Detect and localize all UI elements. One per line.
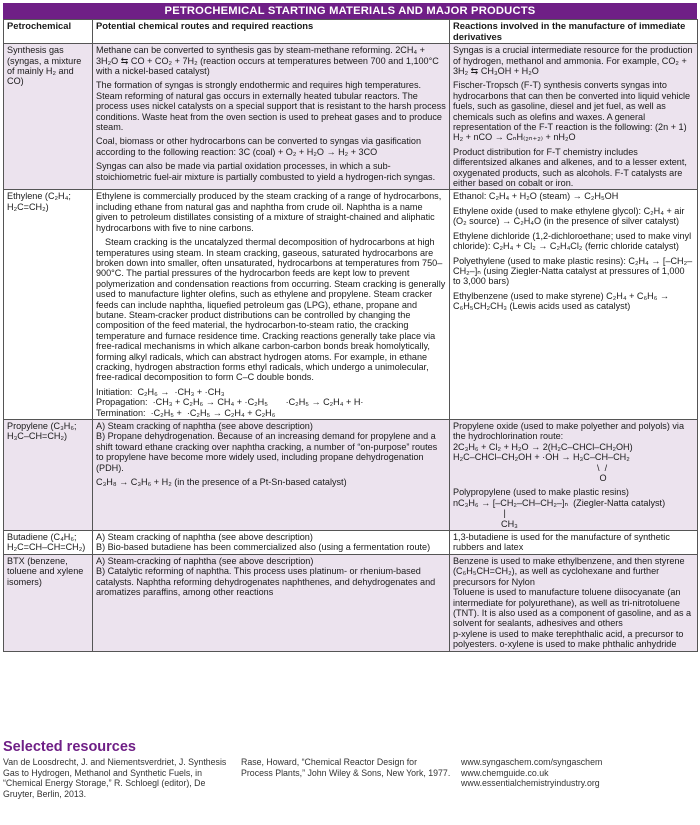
paragraph: p-xylene is used to make terephthalic acid, a precursor to polyesters. o-xylene is used to make phthalic anhydride — [453, 628, 684, 650]
header-petrochemical: Petrochemical — [4, 20, 93, 44]
paragraph: Polyethylene (used to make plastic resins): C₂H₄ → [–CH₂–CH₂–]ₙ (using Ziegler-Natta catalyst at pressures of 1,000 to 3,000 bars) — [453, 255, 693, 287]
paragraph: Syngas is a crucial intermediate resource for the production of hydrogen, methanol and ammonia. For example, CO₂ + 3H₂ ⇆ CH₃OH + H₂O — [453, 45, 693, 76]
paragraph: Methane can be converted to synthesis gas by steam-methane reforming. 2CH₄ + 3H₂O ⇆ CO + CO₂ + 7H₂ (reaction occurs at temperatures between 700 and 1,100°C with a nickel-based catalyst) — [96, 45, 439, 76]
resource-link[interactable]: www.essentialchemistryindustry.org — [461, 778, 600, 789]
table-row — [4, 554, 698, 651]
paragraph: Fischer-Tropsch (F-T) synthesis converts syngas into hydrocarbons that can then be converted into liquid vehicle fuels, such as gasoline, diesel and jet fuel, as well as chemicals such as olefins and waxes. A general representation of the F-T reaction is the following: (2n + 1) H₂ + nCO → CₙH₍₂ₙ₊₂₎ + nH₂O — [453, 80, 691, 143]
table-row — [4, 190, 698, 420]
paragraph: B) Catalytic reforming of naphtha. This process uses platinum- or rhenium-based catalysts. Naphtha reforming dehydrogenates naphthenes, and dehydrogenates and aromatizes paraffins, among other reactions — [96, 566, 436, 598]
reaction-equations: Polypropylene (used to make plastic resins) nC₃H₆ → [–CH₂–CH–CH₂–]ₙ (Ziegler-Natta catalyst) | CH₃ — [453, 487, 666, 529]
header-derivatives: Reactions involved in the manufacture of immediate derivatives — [450, 20, 698, 44]
paragraph: A) Steam-cracking of naphtha (see above description) — [96, 555, 314, 566]
derivatives-cell — [450, 190, 698, 420]
paragraph: Steam cracking is the uncatalyzed thermal decomposition of hydrocarbons at high temperatures using steam. In steam cracking, gaseous, saturated hydrocarbons are broken down into smaller, often unsaturated, hydrocarbons at temperatures from 750–900°C. The partial pressures of the hydrocarbon feeds are kept low to prevent polymerization and condensation reactions from occurring. Steam cracking is generally used to manufacture lighter olefins, such as ethylene and propylene. Steam cracker feeds can include naphtha, liquefied petroleum gas (LPG), ethane, propane and butane. Steam-cracker product distributions can be controlled by changing the composition of the feed material, the hydrocarbon-to-steam ratio, the cracking temperature and furnace residence time. Cracking reactions generally take place via free-radical mechanisms in which alkane carbon-carbon bonds break homolytically, forming alkyl radicals, which can abstract hydrogen atoms. For example, in ethane cracking, hydrogen abstraction forms ethyl radicals, which undergo a unimolecular, free-radical decomposition to form C–C double bonds. — [96, 237, 446, 383]
routes-cell — [93, 531, 450, 555]
derivatives-cell — [450, 420, 698, 531]
table-row — [4, 531, 698, 555]
paragraph: Propylene oxide (used to make polyether and polyols) via the hydrochlorination route: — [453, 421, 685, 442]
paragraph: B) Propane dehydrogenation. Because of an increasing demand for propylene and a shift toward ethane cracking over naphtha cracking, a number of “on-purpose” routes to propylene have become more widely used, including propane dehydrogenation (PDH). — [96, 431, 438, 473]
derivatives-cell — [450, 554, 698, 651]
paragraph: Ethylene is commercially produced by the steam cracking of a range of hydrocarbons, including ethane from natural gas and naphtha from crude oil. Naphtha is a name given to petroleum distillates consisting of a mixture of straight-chained and aliphatic hydrocarbons with five to nine carbons. — [96, 191, 442, 233]
reference-1: Van de Loosdrecht, J. and Niementsverdriet, J. Synthesis Gas to Hydrogen, Methanol and Synthetic Fuels, in “Chemical Energy Storage,” R. Schloegl (editor), De Gruyter, Berlin, 2013. — [3, 757, 227, 799]
resource-link[interactable]: www.chemguide.co.uk — [461, 767, 549, 778]
selected-resources — [3, 739, 697, 823]
paragraph: A) Steam cracking of naphtha (see above description) — [96, 532, 313, 543]
paragraph: Ethylene dichloride (1,2-dichloroethane; used to make vinyl chloride): C₂H₄ + Cl₂ → C₂H₄Cl₂ (ferric chloride catalyst) — [453, 230, 692, 252]
routes-cell — [93, 44, 450, 190]
paragraph: B) Bio-based butadiene has been commercialized also (using a fermentation route) — [96, 542, 431, 553]
table-row — [4, 44, 698, 190]
derivatives-cell — [450, 44, 698, 190]
paragraph: The formation of syngas is strongly endothermic and requires high temperatures. Steam reforming of natural gas occurs in externally heated tubular reactors. The process uses nickel catalysts on a special support that is resistant to the harsh process conditions. Waste heat from the oven section is used to preheat gases and to produce steam. — [96, 80, 446, 133]
paragraph: Ethylbenzene (used to make styrene) C₂H₄ + C₆H₆ → C₆H₅CH₂CH₃ (Lewis acids used as catalyst) — [453, 290, 669, 312]
petrochemical-table — [3, 19, 698, 652]
routes-cell — [93, 420, 450, 531]
petrochemical-name: Propylene (C₃H₆; H₃C–CH=CH₂) — [4, 420, 93, 531]
resources-title: Selected resources — [3, 739, 136, 755]
petrochemical-name: Ethylene (C₂H₄; H₂C=CH₂) — [4, 190, 93, 420]
derivatives-cell — [450, 531, 698, 555]
header-routes: Potential chemical routes and required reactions — [93, 20, 450, 44]
paragraph: A) Steam cracking of naphtha (see above description) — [96, 421, 313, 431]
paragraph: Syngas can also be made via partial oxidation processes, in which a sub-stoichiometric fuel-air mixture is partially combusted to yield a hydrogen-rich syngas. — [96, 161, 436, 182]
paragraph: Ethylene oxide (used to make ethylene glycol): C₂H₄ + air (O₂ source) → C₂H₄O (in the presence of silver catalyst) — [453, 205, 685, 227]
reaction-equations: 2C₃H₆ + Cl₂ + H₂O → 2(H₂C–CHCl–CH₂OH) H₂C–CHCl–CH₂OH + ·OH → H₃C–CH–CH₂ \ / O — [453, 441, 633, 484]
reaction-equations: Initiation: C₂H₆ → ·CH₃ + ·CH₃ Propagation: ·CH₃ + C₂H₆ → CH₄ + ·C₂H₅ ·C₂H₅ → C₂H₄ + H· Termination: ·C₂H₅ + ·C₂H₅ → C₂H₄ + C₂H₆ — [96, 386, 364, 418]
paragraph: Toluene is used to manufacture toluene diisocyanate (an intermediate for polyurethane), as well as tri-nitrotoluene (TNT). It is also used as a component of gasoline, and as a solvent for sealants, adhesives and others — [453, 587, 692, 629]
paragraph: Benzene is used to make ethylbenzene, and then styrene (C₆H₅CH=CH₂), as well as cyclohexane and further precursors for Nylon — [453, 555, 685, 587]
table-title: PETROCHEMICAL STARTING MATERIALS AND MAJOR PRODUCTS — [3, 3, 697, 19]
petrochemical-name: Butadiene (C₄H₆; H₂C=CH–CH=CH₂) — [4, 531, 93, 555]
paragraph: 1,3-butadiene is used for the manufacture of synthetic rubbers and latex — [453, 532, 670, 553]
paragraph: Coal, biomass or other hydrocarbons can be converted to syngas via gasification according to the following reaction: 3C (coal) + O₂ + H₂O → H₂ + 3CO — [96, 136, 422, 157]
reference-links — [461, 757, 697, 799]
petrochemical-name: Synthesis gas (syngas, a mixture of mainly H₂ and CO) — [4, 44, 93, 190]
reference-2: Rase, Howard, “Chemical Reactor Design for Process Plants,” John Wiley & Sons, New York, 1977. — [241, 757, 451, 778]
resource-link[interactable]: www.syngaschem.com/syngaschem — [461, 757, 603, 767]
paragraph: Product distribution for F-T chemistry includes differentsized alkanes and alkenes, and to a lesser extent, oxygenated products, such as alcohols. F-T catalysts are either based on cobalt or iron. — [453, 146, 687, 189]
table-row — [4, 420, 698, 531]
paragraph: Ethanol: C₂H₄ + H₂O (steam) → C₂H₅OH — [453, 191, 619, 202]
resources-list — [3, 757, 697, 799]
paragraph: C₃H₈ → C₃H₆ + H₂ (in the presence of a Pt-Sn-based catalyst) — [96, 477, 347, 488]
petrochemical-name: BTX (benzene, toluene and xylene isomers) — [4, 554, 93, 651]
routes-cell — [93, 554, 450, 651]
routes-cell — [93, 190, 450, 420]
header-row — [4, 20, 698, 44]
